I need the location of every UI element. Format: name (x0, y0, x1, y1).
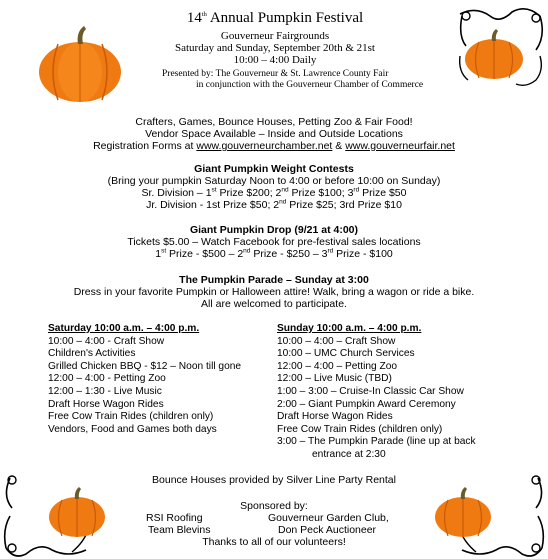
pumpkin-image-top-left (38, 24, 122, 104)
registration-line: Registration Forms at www.gouverneurchamber.net & www.gouverneurfair.net (93, 140, 455, 152)
saturday-item: Children's Activities (48, 348, 136, 360)
saturday-item: Free Cow Train Rides (children only) (48, 411, 214, 423)
saturday-item: Grilled Chicken BBQ - $12 – Noon till gone (48, 360, 242, 372)
sunday-item: Free Cow Train Rides (children only) (277, 423, 443, 435)
sunday-item: Draft Horse Wagon Rides (277, 411, 393, 423)
sponsor-don-peck: Don Peck Auctioneer (278, 524, 377, 536)
parade-title: The Pumpkin Parade – Sunday at 3:00 (179, 274, 369, 286)
weight-contest-note: (Bring your pumpkin Saturday Noon to 4:00 or before 10:00 on Sunday) (107, 175, 441, 187)
saturday-heading: Saturday 10:00 a.m. – 4:00 p.m. (48, 323, 200, 334)
sponsor-garden-club: Gouverneur Garden Club, (268, 512, 389, 524)
sunday-item: entrance at 2:30 (312, 448, 386, 460)
jr-division: Jr. Division - 1st Prize $50; 2nd Prize $25; 3rd Prize $10 (146, 198, 402, 211)
volunteer-thanks: Thanks to all of our volunteers! (202, 536, 346, 548)
presented-by: Presented by: The Gouverneur & St. Lawrence County Fair (162, 69, 389, 79)
sunday-item: 1:00 – 3:00 – Cruise-In Classic Car Show (277, 385, 464, 397)
pumpkin-drop-title: Giant Pumpkin Drop (9/21 at 4:00) (189, 224, 359, 236)
intro-line-1: Crafters, Games, Bounce Houses, Petting Zoo & Fair Food! (135, 116, 413, 128)
sr-division: Sr. Division – 1st Prize $200; 2nd Prize $100; 3rd Prize $50 (141, 186, 407, 199)
weight-contest-title: Giant Pumpkin Weight Contests (194, 163, 354, 175)
sunday-item: 10:00 – UMC Church Services (277, 348, 415, 360)
saturday-item: 10:00 – 4:00 - Craft Show (48, 335, 165, 347)
saturday-item: Draft Horse Wagon Rides (48, 398, 164, 410)
sunday-heading: Sunday 10:00 a.m. – 4:00 p.m. (277, 323, 422, 334)
presented-by-partner: in conjunction with the Gouverneur Chamber of Commerce (196, 80, 424, 90)
sunday-schedule (277, 323, 543, 462)
parade-line-1: Dress in your favorite Pumpkin or Halloween attire! Walk, bring a wagon or ride a bike. (73, 286, 475, 298)
saturday-item: 12:00 – 1:30 - Live Music (48, 385, 162, 397)
pumpkin-image-top-right (464, 28, 524, 80)
sunday-item: 3:00 – The Pumpkin Parade (line up at back (277, 436, 476, 448)
sunday-item: 10:00 – 4:00 – Craft Show (277, 335, 396, 347)
sunday-item: 12:00 – Live Music (TBD) (277, 373, 392, 385)
parade-line-2: All are welcomed to participate. (201, 298, 347, 310)
bounce-house-credit: Bounce Houses provided by Silver Line Party Rental (152, 474, 396, 486)
chamber-link[interactable]: www.gouverneurchamber.net (196, 140, 333, 152)
festival-title: 14th Annual Pumpkin Festival (186, 10, 364, 26)
festival-dates: Saturday and Sunday, September 20th & 21st (174, 42, 375, 54)
saturday-schedule (48, 323, 278, 436)
fair-link[interactable]: www.gouverneurfair.net (345, 140, 455, 152)
intro-line-2: Vendor Space Available – Inside and Outside Locations (145, 128, 403, 140)
festival-hours: 10:00 – 4:00 Daily (233, 54, 317, 66)
sunday-item: 2:00 – Giant Pumpkin Award Ceremony (277, 398, 456, 410)
pumpkin-drop-prizes: 1st Prize - $500 – 2nd Prize - $250 – 3rd Prize - $100 (155, 247, 393, 260)
saturday-item: Vendors, Food and Games both days (48, 423, 217, 435)
venue: Gouverneur Fairgrounds (220, 30, 330, 42)
sponsored-by: Sponsored by: (240, 500, 308, 512)
pumpkin-drop-tickets: Tickets $5.00 – Watch Facebook for pre-festival sales locations (127, 236, 421, 248)
sponsor-team-blevins: Team Blevins (148, 524, 211, 536)
sunday-item: 12:00 – 4:00 – Petting Zoo (277, 360, 398, 372)
saturday-item: 12:00 – 4:00 - Petting Zoo (48, 373, 166, 385)
sponsor-rsi-roofing: RSI Roofing (146, 512, 203, 524)
